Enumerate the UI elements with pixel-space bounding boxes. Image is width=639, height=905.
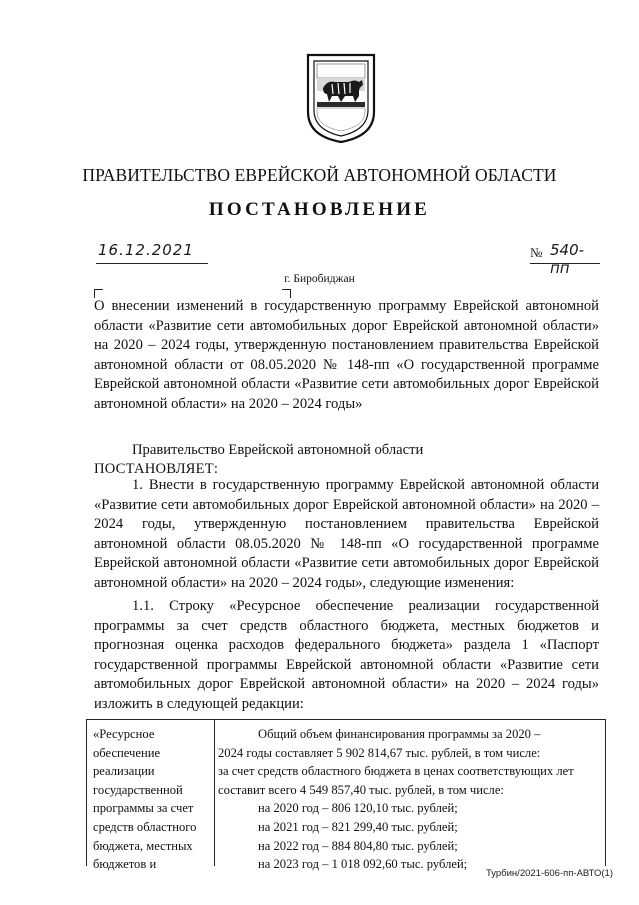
city: г. Биробиджан xyxy=(284,273,355,285)
table-line: за счет средств областного бюджета в ценах соответствующих лет xyxy=(218,764,574,779)
table-divider xyxy=(214,720,215,866)
coat-of-arms-tiger-icon xyxy=(305,52,377,144)
table-line: на 2021 год – 821 299,40 тыс. рублей; xyxy=(258,819,458,834)
table-right-cell xyxy=(218,725,602,874)
resource-table xyxy=(86,719,606,872)
document-number xyxy=(530,241,600,277)
document-subject: О внесении изменений в государственную программу Еврейской автономной области «Развитие сети автомобильных дорог Еврейской автономной области» на 2020 – 2024 годы, утвержденную постановлением правительства Еврейской автономной области от 08.05.2020 № 148-пп «О государственной программе Еврейской автономной области «Развитие сети автомобильных дорог Еврейской автономной области» на 2020 – 2024 годы» xyxy=(94,298,599,412)
resolves-line: ПОСТАНОВЛЯЕТ: xyxy=(94,461,219,477)
organization-title: ПРАВИТЕЛЬСТВО ЕВРЕЙСКОЙ АВТОНОМНОЙ ОБЛАСТИ xyxy=(82,165,557,185)
number-value: 540-пп xyxy=(550,241,585,277)
table-line: на 2023 год – 1 018 092,60 тыс. рублей; xyxy=(258,857,468,872)
table-line: Общий объем финансирования программы за 2020 – xyxy=(258,727,541,741)
table-left-cell: «Ресурсное обеспечение реализации государственной программы за счет средств областного бюджета, местных бюджетов и xyxy=(93,727,197,872)
footer-code: Турбин/2021-606-пп-АВТО(1) xyxy=(485,868,613,879)
item-1: 1. Внести в государственную программу Еврейской автономной области «Развитие сети автомобильных дорог Еврейской автономной области» на 2020 – 2024 годы, утвержденную постановлением правительства Еврейской автономной области 08.05.2020 № 148-пп «О государственной программе Еврейской автономной области «Развитие сети автомобильных дорог Еврейской автономной области» на 2020 – 2024 годы», следующие изменения: xyxy=(94,477,599,591)
number-label: № xyxy=(530,245,543,260)
table-line: на 2020 год – 806 120,10 тыс. рублей; xyxy=(258,801,458,816)
document-type: ПОСТАНОВЛЕНИЕ xyxy=(208,199,431,220)
table-line: 2024 годы составляет 5 902 814,67 тыс. рублей, в том числе: xyxy=(218,745,541,760)
table-line: на 2022 год – 884 804,80 тыс. рублей; xyxy=(258,838,458,853)
government-line: Правительство Еврейской автономной области xyxy=(132,442,424,458)
item-1-1: 1.1. Строку «Ресурсное обеспечение реализации государственной программы за счет средств областного бюджета, местных бюджетов и прогнозная оценка расходов федерального бюджета» раздела 1 «Паспорт государственной программы Еврейской автономной области «Развитие сети автомобильных дорог Еврейской автономной области» на 2020 – 2024 годы» изложить в следующей редакции: xyxy=(94,598,599,712)
document-date: 16.12.2021 xyxy=(96,241,208,264)
table-line: составит всего 4 549 857,40 тыс. рублей, в том числе: xyxy=(218,782,504,797)
